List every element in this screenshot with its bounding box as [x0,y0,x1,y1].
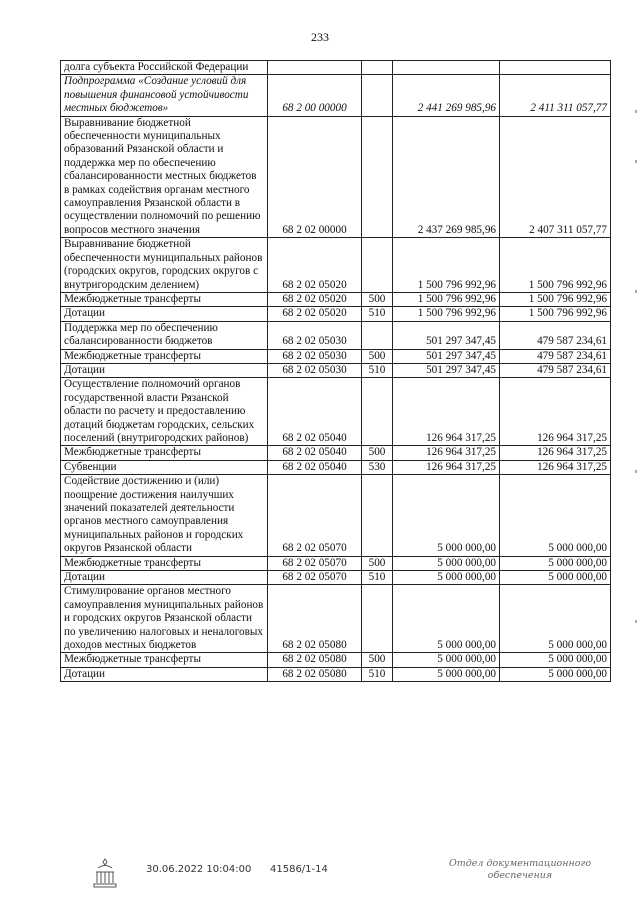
cell-expense-type [362,321,393,349]
cell-amount-year2: 479 587 234,61 [500,321,611,349]
cell-amount-year2: 5 000 000,00 [500,653,611,667]
cell-amount-year1: 5 000 000,00 [393,571,500,585]
table-body [61,61,611,682]
cell-expense-type: 500 [362,556,393,570]
cell-amount-year1 [393,61,500,75]
table-row [61,61,611,75]
cell-expense-type: 510 [362,363,393,377]
table-row [61,116,611,238]
table-row [61,460,611,474]
cell-amount-year1: 501 297 347,45 [393,349,500,363]
margin-mark [635,110,637,113]
cell-amount-year1: 1 500 796 992,96 [393,292,500,306]
cell-expense-type: 500 [362,349,393,363]
cell-code: 68 2 02 05040 [268,446,362,460]
cell-code: 68 2 02 05040 [268,460,362,474]
cell-expense-type: 510 [362,571,393,585]
cell-expense-type [362,378,393,446]
cell-amount-year1: 1 500 796 992,96 [393,307,500,321]
cell-code: 68 2 02 00000 [268,116,362,238]
table-row [61,292,611,306]
cell-amount-year2: 5 000 000,00 [500,556,611,570]
cell-expense-type: 500 [362,446,393,460]
cell-expense-type [362,61,393,75]
table-row [61,349,611,363]
table-row [61,363,611,377]
cell-code [268,61,362,75]
cell-code: 68 2 02 05040 [268,378,362,446]
department-line-2: обеспечения [487,870,553,881]
cell-amount-year2: 126 964 317,25 [500,378,611,446]
cell-amount-year1: 5 000 000,00 [393,667,500,681]
cell-amount-year1: 5 000 000,00 [393,475,500,556]
cell-amount-year1: 5 000 000,00 [393,556,500,570]
cell-code: 68 2 02 05030 [268,349,362,363]
cell-code: 68 2 02 05080 [268,667,362,681]
margin-mark [635,620,637,623]
cell-expense-type [362,475,393,556]
page-number: 233 [311,30,329,44]
cell-amount-year2: 5 000 000,00 [500,475,611,556]
coat-of-arms-icon [90,856,120,893]
cell-name: Поддержка мер по обеспечению сбалансированности бюджетов [61,321,268,349]
cell-expense-type [362,75,393,116]
cell-amount-year1: 5 000 000,00 [393,585,500,653]
footer-doc-number: 41586/1-14 [270,864,328,875]
table-row [61,446,611,460]
table-row [61,238,611,293]
cell-code: 68 2 02 05030 [268,321,362,349]
cell-amount-year1: 126 964 317,25 [393,378,500,446]
cell-name: Субвенции [61,460,268,474]
cell-expense-type: 500 [362,292,393,306]
table-row [61,75,611,116]
cell-name: Стимулирование органов местного самоуправления муниципальных районов и городских округов Рязанской области по увеличению налоговых и неналоговых доходов местных бюджетов [61,585,268,653]
table-row [61,585,611,653]
cell-name: Межбюджетные трансферты [61,292,268,306]
cell-name: Межбюджетные трансферты [61,653,268,667]
cell-code: 68 2 02 05020 [268,238,362,293]
cell-code: 68 2 02 05020 [268,307,362,321]
table-row [61,321,611,349]
cell-amount-year2: 1 500 796 992,96 [500,307,611,321]
cell-name: Межбюджетные трансферты [61,556,268,570]
cell-expense-type [362,116,393,238]
cell-amount-year2: 479 587 234,61 [500,349,611,363]
margin-mark [635,160,637,163]
cell-amount-year1: 2 441 269 985,96 [393,75,500,116]
cell-amount-year2: 5 000 000,00 [500,667,611,681]
table-row [61,378,611,446]
cell-name: Межбюджетные трансферты [61,446,268,460]
cell-expense-type: 530 [362,460,393,474]
table-row [61,556,611,570]
cell-code: 68 2 02 05080 [268,653,362,667]
table-row [61,653,611,667]
cell-expense-type [362,238,393,293]
cell-name: Выравнивание бюджетной обеспеченности муниципальных образований Рязанской области и поддержка мер по обеспечению сбалансированности местных бюджетов в рамках содействия органам местного самоуправления Рязанской области в осуществлении полномочий по решению вопросов местного значения [61,116,268,238]
cell-amount-year1: 501 297 347,45 [393,363,500,377]
cell-amount-year1: 2 437 269 985,96 [393,116,500,238]
footer [90,856,620,896]
cell-name: Дотации [61,363,268,377]
cell-amount-year2: 126 964 317,25 [500,460,611,474]
cell-expense-type [362,585,393,653]
margin-mark [635,470,637,473]
cell-name: долга субъекта Российской Федерации [61,61,268,75]
cell-amount-year1: 5 000 000,00 [393,653,500,667]
cell-name: Дотации [61,667,268,681]
cell-code: 68 2 02 05070 [268,571,362,585]
cell-amount-year2: 5 000 000,00 [500,585,611,653]
cell-code: 68 2 02 05020 [268,292,362,306]
cell-name: Подпрограмма «Создание условий для повышения финансовой устойчивости местных бюджетов» [61,75,268,116]
department-stamp [435,858,605,882]
cell-name: Содействие достижению и (или) поощрение достижения наилучших значений показателей деятельности органов местного самоуправления муниципальных районов и городских округов Рязанской области [61,475,268,556]
cell-name: Дотации [61,307,268,321]
cell-amount-year1: 126 964 317,25 [393,460,500,474]
cell-amount-year2: 2 411 311 057,77 [500,75,611,116]
department-line-1: Отдел документационного [448,858,592,869]
cell-expense-type: 510 [362,307,393,321]
cell-name: Осуществление полномочий органов государственной власти Рязанской области по расчету и предоставлению дотаций бюджетам городских, сельских поселений (внутригородских районов) [61,378,268,446]
table-row [61,307,611,321]
budget-table [60,60,611,682]
cell-amount-year1: 126 964 317,25 [393,446,500,460]
cell-amount-year1: 501 297 347,45 [393,321,500,349]
table-row [61,571,611,585]
cell-amount-year2: 1 500 796 992,96 [500,292,611,306]
cell-code: 68 2 00 00000 [268,75,362,116]
cell-name: Дотации [61,571,268,585]
cell-amount-year2: 1 500 796 992,96 [500,238,611,293]
cell-expense-type: 510 [362,667,393,681]
table-row [61,667,611,681]
margin-mark [635,290,637,293]
cell-amount-year2: 2 407 311 057,77 [500,116,611,238]
cell-amount-year2 [500,61,611,75]
cell-name: Межбюджетные трансферты [61,349,268,363]
cell-amount-year2: 126 964 317,25 [500,446,611,460]
cell-amount-year1: 1 500 796 992,96 [393,238,500,293]
cell-name: Выравнивание бюджетной обеспеченности муниципальных районов (городских округов, городских округов с внутригородским делением) [61,238,268,293]
cell-code: 68 2 02 05070 [268,556,362,570]
table-row [61,475,611,556]
cell-amount-year2: 479 587 234,61 [500,363,611,377]
cell-code: 68 2 02 05070 [268,475,362,556]
cell-amount-year2: 5 000 000,00 [500,571,611,585]
cell-code: 68 2 02 05030 [268,363,362,377]
cell-code: 68 2 02 05080 [268,585,362,653]
cell-expense-type: 500 [362,653,393,667]
footer-timestamp: 30.06.2022 10:04:00 [146,864,252,875]
